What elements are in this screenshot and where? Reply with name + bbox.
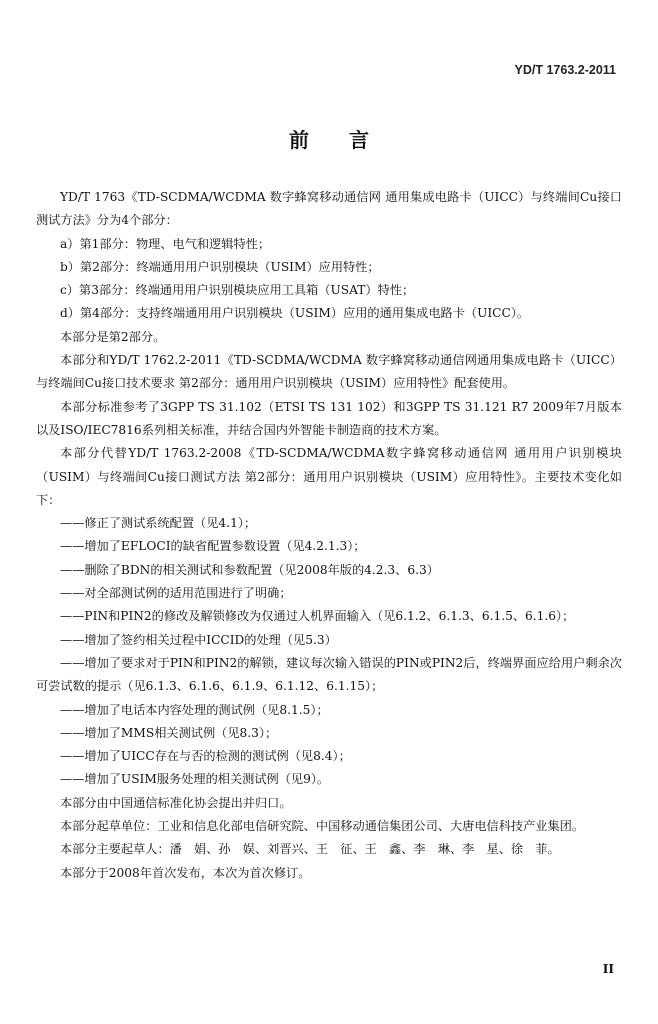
change-item: ——PIN和PIN2的修改及解锁修改为仅通过人机界面输入（见6.1.2、6.1.3、6.1.5、6.1.6）； <box>60 609 575 624</box>
proposer-paragraph: 本部分由中国通信标准化协会提出并归口。 <box>60 795 292 810</box>
replacement-paragraph: 本部分代替YD/T 1763.2-2008《TD-SCDMA/WCDMA数字蜂窝移动通信网 通用用户识别模块（USIM）与终端间Cu接口测试方法 第2部分：通用用户识别模块（USIM）应用特性》。主要技术变化如下： <box>36 446 622 507</box>
list-item: c）第3部分：终端通用用户识别模块应用工具箱（USAT）特性； <box>60 283 415 298</box>
change-item: ——修正了测试系统配置（见4.1）； <box>60 516 257 531</box>
companion-standard-paragraph: 本部分和YD/T 1762.2-2011《TD-SCDMA/WCDMA 数字蜂窝移动通信网通用集成电路卡（UICC）与终端间Cu接口技术要求 第2部分：通用用户识别模块（USIM）应用特性》配套使用。 <box>36 353 622 391</box>
list-item: b）第2部分：终端通用用户识别模块（USIM）应用特性； <box>60 259 380 274</box>
list-item: d）第4部分：支持终端通用用户识别模块（USIM）应用的通用集成电路卡（UICC）。 <box>60 306 530 321</box>
document-code: YD/T 1763.2-2011 <box>514 63 616 77</box>
drafters-paragraph: 本部分主要起草人：潘 娟、孙 娱、刘晋兴、王 征、王 鑫、李 琳、李 星、徐 菲。 <box>60 842 560 857</box>
change-item: ——增加了EFLOCI的缺省配置参数设置（见4.2.1.3）； <box>60 539 366 554</box>
change-item: ——增加了电话本内容处理的测试例（见8.1.5）； <box>60 702 329 717</box>
list-item: a）第1部分：物理、电气和逻辑特性； <box>60 236 271 251</box>
change-item: ——删除了BDN的相关测试和参数配置（见2008年版的4.2.3、6.3） <box>60 562 439 577</box>
page-title: 前言 <box>289 128 409 152</box>
foreword-body <box>36 186 622 885</box>
change-item: ——对全部测试例的适用范围进行了明确； <box>60 586 292 601</box>
reference-paragraph: 本部分标准参考了3GPP TS 31.102（ETSI TS 131 102）和3GPP TS 31.121 R7 2009年7月版本以及ISO/IEC7816系列相关标准，并结合国内外智能卡制造商的技术方案。 <box>36 399 622 437</box>
drafting-units-paragraph: 本部分起草单位：工业和信息化部电信研究院、中国移动通信集团公司、大唐电信科技产业集团。 <box>60 819 585 834</box>
history-paragraph: 本部分于2008年首次发布，本次为首次修订。 <box>60 865 311 880</box>
change-item: ——增加了USIM服务处理的相关测试例（见9）。 <box>60 772 330 787</box>
change-item: ——增加了MMS相关测试例（见8.3）； <box>60 725 278 740</box>
change-item: ——增加了UICC存在与否的检测的测试例（见8.4）； <box>60 749 351 764</box>
intro-paragraph: YD/T 1763《TD-SCDMA/WCDMA 数字蜂窝移动通信网 通用集成电路卡（UICC）与终端间Cu接口测试方法》分为4个部分： <box>36 190 622 228</box>
change-item: ——增加了签约相关过程中ICCID的处理（见5.3） <box>60 632 337 647</box>
change-item: ——增加了要求对于PIN和PIN2的解锁，建议每次输入错误的PIN或PIN2后，终端界面应给用户剩余次可尝试数的提示（见6.1.3、6.1.6、6.1.9、6.1.12、6.1.15）； <box>36 655 622 694</box>
page-number: II <box>602 962 614 976</box>
part-statement: 本部分是第2部分。 <box>60 329 166 344</box>
